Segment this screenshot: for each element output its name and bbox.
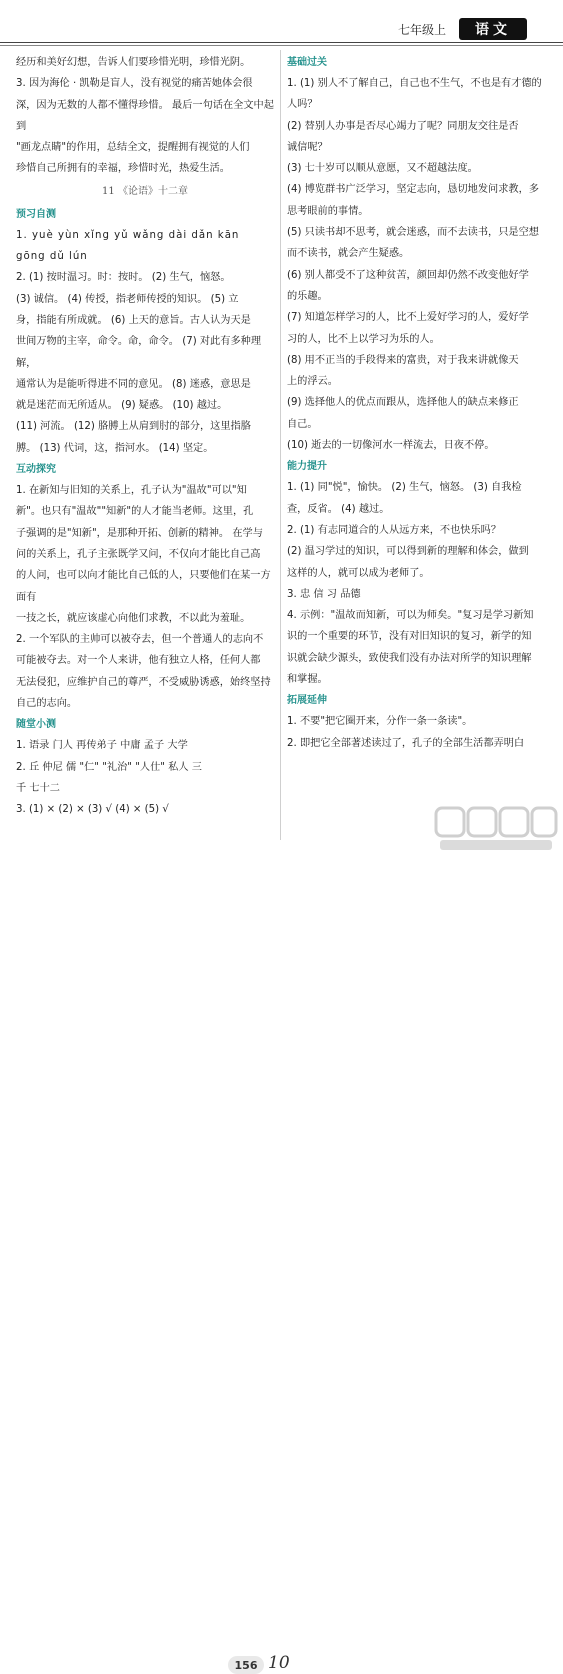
column-divider: [280, 50, 281, 840]
answer-line: 子强调的是"知新"，是那种开拓、创新的精神。 在学与: [16, 527, 263, 539]
section-title-preview: 预习自测: [16, 208, 56, 220]
page-number: 156: [228, 1656, 264, 1674]
section-title-quiz: 随堂小测: [16, 719, 56, 731]
intro-line: 珍惜自己所拥有的幸福，珍惜时光，热爱生活。: [16, 163, 230, 175]
page-footer: [0, 827, 563, 1673]
section-title-interactive: 互动探究: [16, 464, 56, 476]
answer-line: (3) 七十岁可以顺从意愿，又不超越法度。: [287, 163, 478, 175]
answer-line: 无法侵犯，应维护自己的尊严，不受威胁诱惑，始终坚持: [16, 676, 271, 688]
answer-line: (9) 选择他人的优点而跟从，选择他人的缺点来修正: [287, 397, 519, 409]
answer-line: 2. (1) 按时温习。时：按时。 (2) 生气，恼怒。: [16, 272, 231, 284]
answer-line: 自己。: [287, 418, 318, 430]
section-title-basics: 基础过关: [287, 57, 327, 68]
answer-line: 1. (1) 别人不了解自己，自己也不生气，不也是有才德的: [287, 78, 542, 89]
answer-line: 上的浮云。: [287, 376, 338, 388]
answer-line: 一技之长，就应该虚心向他们求教，不以此为羞耻。: [16, 612, 251, 624]
answer-line: 1. 语录 门人 再传弟子 中庸 孟子 大学: [16, 740, 188, 752]
answer-line: 2. (1) 有志同道合的人从远方来，不也快乐吗？: [287, 524, 502, 536]
answer-line: (5) 只读书却不思考，就会迷惑，而不去读书，只是空想: [287, 227, 539, 239]
answer-line: 2. 即把它全部著述读过了，孔子的全部生活都弄明白: [287, 737, 525, 749]
intro-line: 经历和美好幻想，告诉人们要珍惜光明，珍惜光阴。: [16, 57, 251, 68]
answer-line: 习的人，比不上以学习为乐的人。: [287, 333, 440, 345]
answer-line: 1. yuè yùn xǐng yǔ wǎng dài dǎn kān: [16, 229, 240, 241]
answer-line: 和掌握。: [287, 674, 328, 686]
answer-line: 身，指能有所成就。 (6) 上天的意旨。古人认为天是: [16, 314, 251, 326]
answer-line: 自己的志向。: [16, 698, 78, 710]
handwritten-mark: 10: [268, 1653, 290, 1673]
header-rule: [0, 42, 563, 43]
answer-line: (2) 替别人办事是否尽心竭力了呢？同朋友交往是否: [287, 120, 519, 132]
header-rule-thin: [0, 45, 563, 46]
answer-line: 而不读书，就会产生疑惑。: [287, 248, 410, 260]
page-header: [0, 0, 563, 46]
answer-line: 1. 不要"把它圈开来，分作一条一条读"。: [287, 716, 473, 728]
answer-line: 诚信呢？: [287, 141, 328, 153]
answer-line: (6) 别人都受不了这种贫苦，颜回却仍然不改变他好学: [287, 269, 529, 281]
left-column: [16, 52, 274, 821]
answer-line: gōng dǔ lún: [16, 251, 88, 263]
subject-badge: 语文: [459, 18, 527, 40]
answer-line: 膊。 (13) 代词，这，指河水。 (14) 坚定。: [16, 442, 214, 454]
answer-line: 的乐趣。: [287, 290, 328, 302]
lesson-title: 11 《论语》十二章: [102, 185, 188, 197]
answer-line: 可能被夺去。对一个人来讲，他有独立人格，任何人都: [16, 655, 261, 667]
answer-line: 千 七十二: [16, 782, 60, 794]
answer-line: 这样的人，就可以成为老师了。: [287, 567, 430, 579]
answer-line: (7) 知道怎样学习的人，比不上爱好学习的人，爱好学: [287, 312, 529, 324]
answer-line: (10) 逝去的一切像河水一样流去，日夜不停。: [287, 440, 495, 452]
answer-line: (3) 诚信。 (4) 传授，指老师传授的知识。 (5) 立: [16, 293, 239, 305]
answer-line: 问的关系上，孔子主张既学又问，不仅向才能比自己高: [16, 548, 261, 560]
right-column: [287, 52, 549, 754]
answer-line: 1. (1) 同"悦"，愉快。 (2) 生气，恼怒。 (3) 自我检: [287, 482, 522, 494]
answer-line: 1. 在新知与旧知的关系上，孔子认为"温故"可以"知: [16, 485, 247, 497]
answer-line: (4) 博览群书广泛学习，坚定志向，恳切地发问求教，多: [287, 184, 539, 196]
answer-line: 2. 一个军队的主帅可以被夺去，但一个普通人的志向不: [16, 634, 264, 646]
answer-line: 4. 示例："温故而知新，可以为师矣。"复习是学习新知: [287, 610, 534, 622]
grade-label: 七年级上: [398, 23, 447, 37]
answer-line: 思考眼前的事情。: [287, 205, 369, 217]
answer-line: (2) 温习学过的知识，可以得到新的理解和体会，做到: [287, 546, 529, 558]
answer-line: 识的一个重要的环节，没有对旧知识的复习，新学的知: [287, 631, 532, 643]
intro-line: 深，因为无数的人都不懂得珍惜。 最后一句话在全文中起到: [16, 99, 274, 132]
answer-line: (11) 河流。 (12) 胳膊上从肩到肘的部分，这里指胳: [16, 421, 251, 433]
answer-line: 识就会缺少源头，致使我们没有办法对所学的知识理解: [287, 652, 532, 664]
section-title-ability: 能力提升: [287, 461, 327, 473]
answer-line: 新"。也只有"温故""知新"的人才能当老师。这里，孔: [16, 506, 254, 518]
intro-line: 3. 因为海伦 · 凯勒是盲人，没有视觉的痛苦她体会很: [16, 78, 253, 90]
answer-line: 通常认为是能听得进不同的意见。 (8) 迷惑，意思是: [16, 378, 251, 390]
answer-line: 就是迷茫而无所适从。 (9) 疑惑。 (10) 越过。: [16, 400, 228, 412]
answer-line: 人吗？: [287, 99, 318, 111]
answer-line: 世间万物的主宰，命令。命，命令。 (7) 对此有多种理解，: [16, 336, 262, 369]
answer-line: 2. 丘 仲尼 儒 "仁" "礼治" "人仕" 私人 三: [16, 761, 202, 773]
answer-line: (8) 用不正当的手段得来的富贵，对于我来讲就像天: [287, 354, 519, 366]
intro-line: "画龙点睛"的作用，总结全文，提醒拥有视觉的人们: [16, 142, 250, 154]
answer-line: 3. 忠 信 习 品德: [287, 588, 361, 600]
answer-line: 查，反省。 (4) 越过。: [287, 503, 390, 515]
section-title-extension: 拓展延伸: [287, 695, 327, 707]
answer-line: 的人问，也可以向才能比自己低的人，只要他们在某一方面有: [16, 570, 271, 603]
answer-line: 3. (1) × (2) × (3) √ (4) × (5) √: [16, 804, 169, 816]
